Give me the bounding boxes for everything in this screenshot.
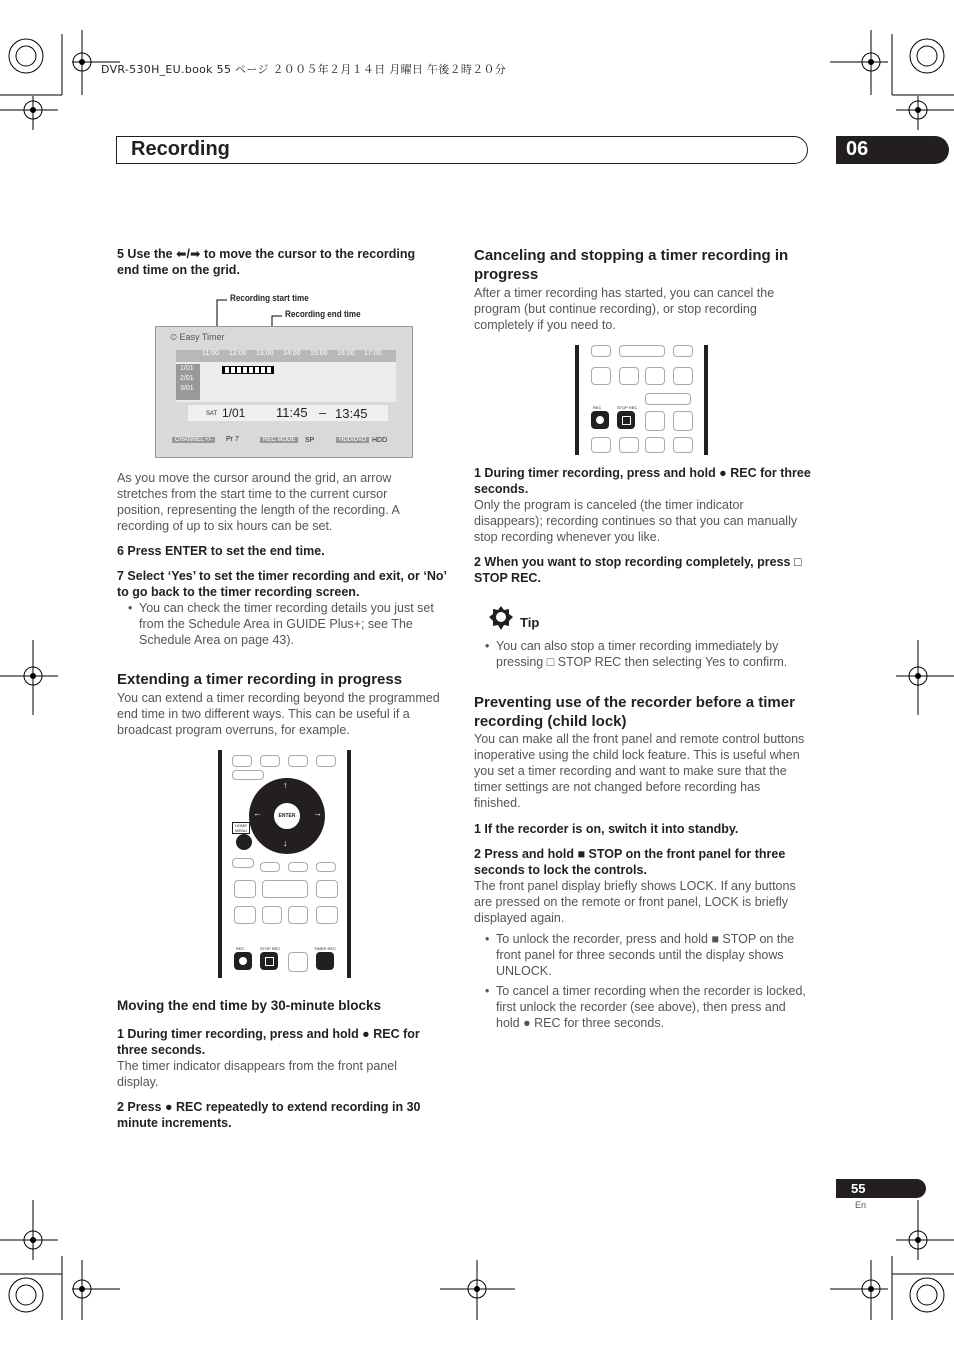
rec-label-1: REC (236, 946, 245, 951)
lock-paragraph-2: The front panel display briefly shows LOCK. If any buttons are pressed on the remote or front panel, LOCK is briefly displayed again. (474, 879, 796, 925)
stop-rec-button-1[interactable] (260, 952, 278, 970)
cancel-paragraph-1: Only the program is canceled (the timer indicator disappears); recording continues so that you can manually stop recording whenever you like. (474, 498, 798, 544)
timer-grid[interactable] (176, 350, 396, 402)
step-6: 6 Press ENTER to set the end time. (117, 544, 325, 558)
rec-mode-value: SP (305, 437, 315, 444)
moving-step-1: 1 During timer recording, press and hold ● REC for three seconds. (117, 1027, 420, 1057)
step-7: 7 Select ‘Yes’ to set the timer recording and exit, or ‘No’ to go back to the timer recording screen. (117, 569, 447, 599)
dpad[interactable]: ENTER ↑ ↓ ← → (249, 778, 325, 854)
heading-moving: Moving the end time by 30-minute blocks (117, 998, 382, 1013)
heading-cancel: Canceling and stopping a timer recording in progress (474, 247, 789, 283)
stop-rec-button-2[interactable] (617, 411, 635, 429)
channel-label: CHANNEL +/- (172, 437, 215, 443)
lock-bullet-2: • To cancel a timer recording when the recorder is locked, first unlock the recorder (see above), then press and hold ● REC for three seconds. (485, 984, 806, 1030)
heading-child-lock: Preventing use of the recorder before a timer recording (child lock) (474, 694, 795, 730)
timer-rec-button[interactable] (316, 952, 334, 970)
tv-screen (155, 326, 413, 458)
heading-extend: Extending a timer recording in progress (117, 671, 403, 688)
recording-range-bar (222, 366, 274, 374)
page-number-tab (836, 1179, 926, 1198)
cancel-step-1: 1 During timer recording, press and hold ● REC for three seconds. (474, 466, 811, 496)
step-5: 5 Use the ⬅/➡ to move the cursor to the recording end time on the grid. (117, 247, 416, 277)
timer-summary: SAT 1/01 11:45 – 13:45 (188, 405, 388, 421)
moving-paragraph-1: The timer indicator disappears from the front panel display. (117, 1059, 397, 1089)
hdd-label: HDD/DVD (336, 437, 369, 443)
rec-label-2: REC (593, 405, 602, 410)
section-header (116, 136, 808, 164)
language-code: En (855, 1200, 867, 1210)
easy-timer-figure (155, 293, 413, 458)
book-info-line: DVR-530H_EU.book 55 ページ ２００５年２月１４日 月曜日 午後２時２０分 (101, 63, 507, 76)
paragraph-child-lock: You can make all the front panel and remote control buttons inoperative using the child lock feature. This is useful when you set a timer recording and want to make sure that the timer settings are not changed before recording has finished. (474, 732, 805, 810)
stop-rec-label-1: STOP REC (260, 946, 281, 951)
grid-date-col: 1/01 2/01 3/01 (176, 364, 200, 400)
bullet-schedule: • You can check the timer recording details you just set from the Schedule Area in GUIDE Plus+; see The Schedule Area on page 43). (128, 601, 434, 647)
callout-start: Recording start time (230, 293, 309, 303)
chapter-number: 06 (846, 138, 869, 160)
paragraph-cancel: After a timer recording has started, you can cancel the program (but continue recording), or stop recording completely if you need to. (474, 286, 775, 332)
lock-bullet-1: • To unlock the recorder, press and hold ■ STOP on the front panel for three seconds until the display shows UNLOCK. (485, 932, 795, 978)
paragraph-extend: You can extend a timer recording beyond the programmed end time in two different ways. This can be useful if a broadcast program overruns, for example. (117, 691, 440, 737)
rec-mode-label: REC MODE (260, 437, 298, 443)
callout-end: Recording end time (285, 309, 361, 319)
moving-step-2: 2 Press ● REC repeatedly to extend recording in 30 minute increments. (117, 1100, 421, 1130)
cancel-step-2: 2 When you want to stop recording completely, press □ STOP REC. (474, 555, 802, 585)
home-menu-label: HOME MENU (232, 822, 250, 834)
chapter-tab (836, 136, 949, 164)
lock-step-2: 2 Press and hold ■ STOP on the front panel for three seconds to lock the controls. (474, 847, 786, 877)
home-menu-button[interactable] (236, 834, 252, 850)
hdd-value: HDD (372, 437, 388, 444)
rec-button-1[interactable] (234, 952, 252, 970)
rec-button-2[interactable] (591, 411, 609, 429)
tip-label: Tip (520, 615, 540, 630)
tip-icon (488, 605, 514, 631)
stop-rec-label-2: STOP REC (617, 405, 638, 410)
grid-time-row: 11:00 12:00 13:00 14:00 15:00 16:00 17:00 (202, 350, 382, 357)
timer-rec-label: TIMER REC (314, 946, 336, 951)
page-number: 55 (851, 1181, 866, 1196)
channel-value: Pr 7 (226, 436, 239, 443)
remote-illustration-2 (575, 345, 708, 455)
paragraph-grid: As you move the cursor around the grid, an arrow stretches from the start time to the current cursor position, representing the length of the recording. A recording of up to six hours can be set. (117, 471, 400, 533)
easy-timer-title: ⏲ Easy Timer (170, 332, 225, 342)
tip-bullet: • You can also stop a timer recording immediately by pressing □ STOP REC then selecting Yes to confirm. (485, 639, 788, 669)
remote-illustration-1 (218, 750, 351, 978)
section-title: Recording (131, 138, 230, 160)
enter-button[interactable]: ENTER (272, 801, 302, 831)
lock-step-1: 1 If the recorder is on, switch it into standby. (474, 822, 739, 836)
